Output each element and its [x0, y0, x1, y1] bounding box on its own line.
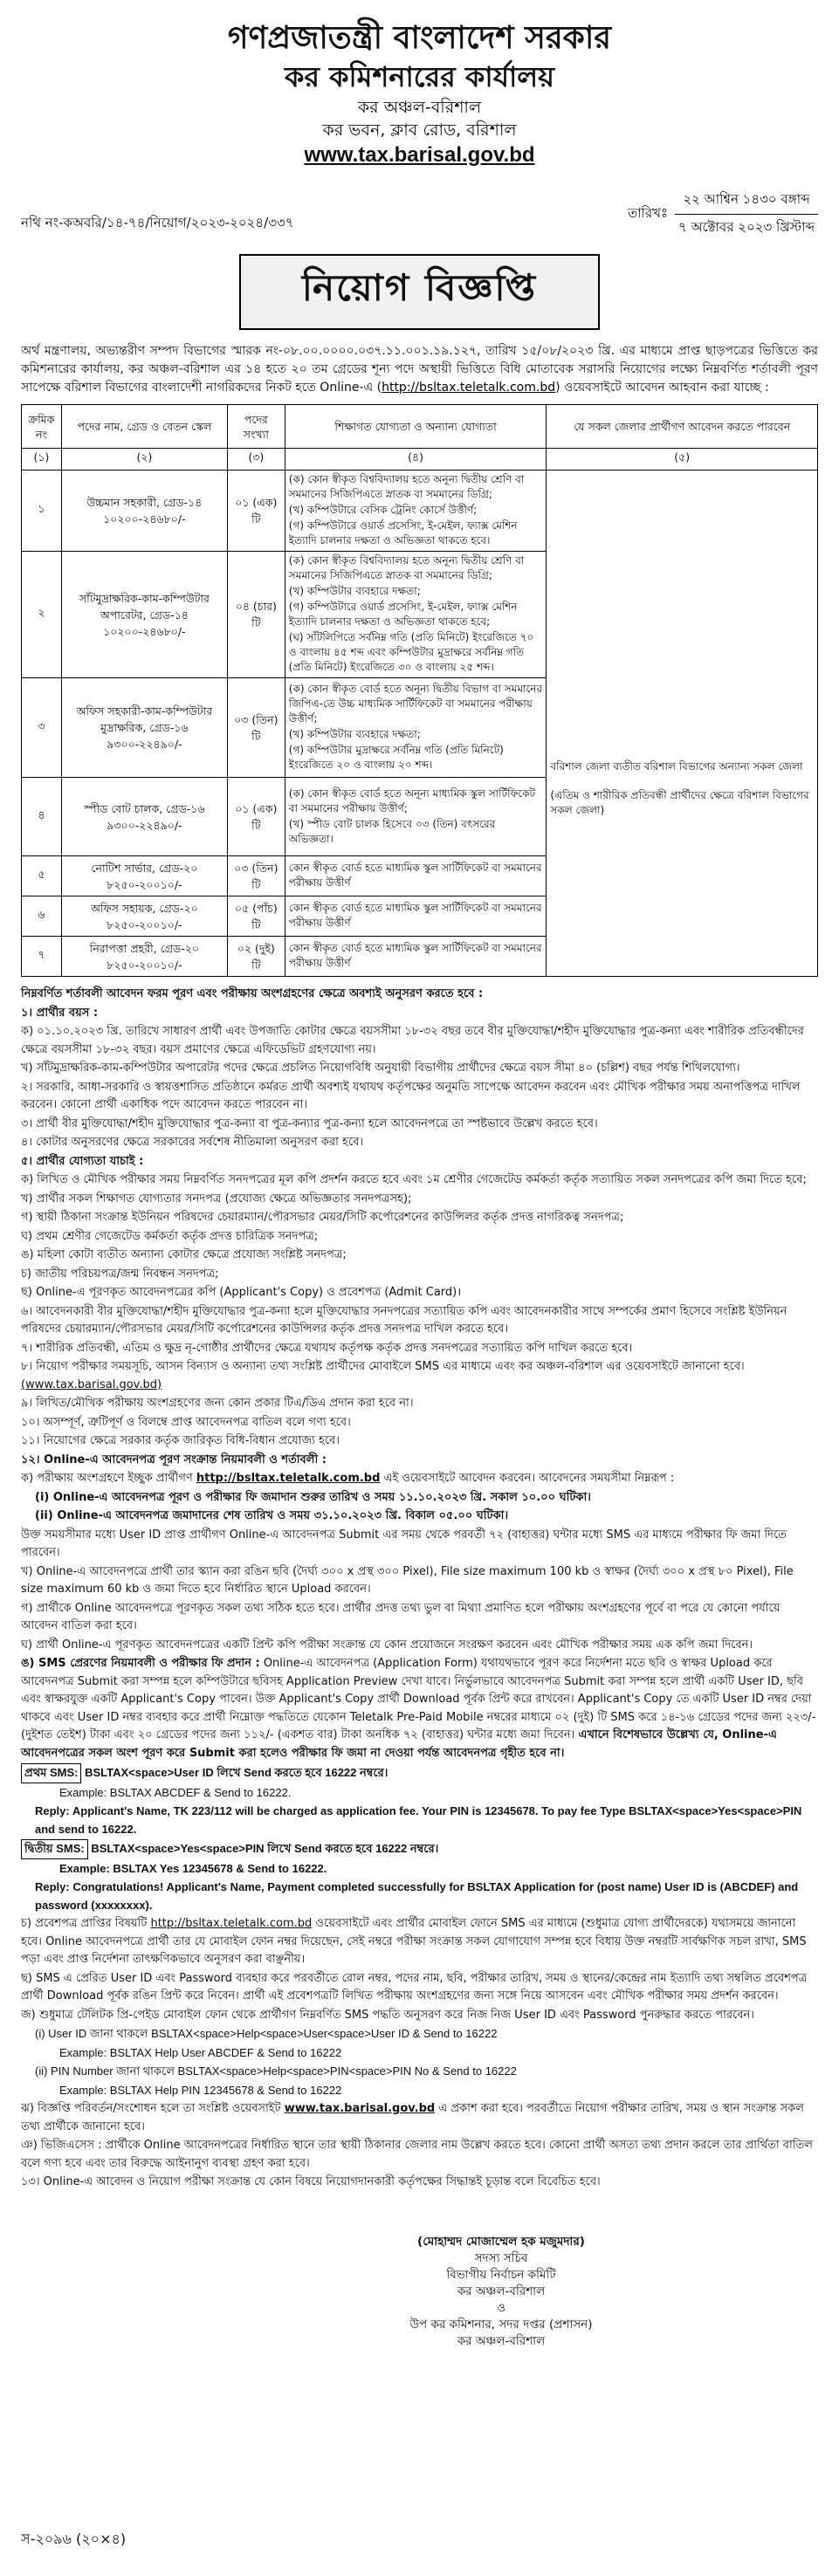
post-name: অফিস সহকারী-কাম-কম্পিউটার মুদ্রাক্ষরিক, গ্রেড-১৬	[76, 704, 213, 734]
districts-main: বরিশাল জেলা ব্যতীত বরিশাল বিভাগের অন্যান্য সকল জেলা	[550, 760, 803, 773]
row-count	[227, 896, 285, 937]
sms-label: দ্বিতীয় SMS:	[21, 1839, 88, 1859]
sms-command: BSLTAX<space>User ID লিখে Send করতে হবে 16222 নম্বরে।	[85, 1766, 389, 1779]
sms-label: প্রথম SMS:	[21, 1763, 81, 1783]
condition-item: ক) লিখিত ও মৌখিক পরীক্ষার সময় নিম্নবর্ণিত সনদপত্রের মূল কপি প্রদর্শন করতে হবে এবং ১ম শ্রেণীর গেজেটেড কর্মকর্তা কর্তৃক সত্যায়িত সকল সনদপত্রের কপি জমা দিতে হবে;	[21, 1173, 807, 1186]
notice-title: নিয়োগ বিজ্ঞপ্তি	[239, 254, 600, 330]
qualification-item: (ক) কোন স্বীকৃত বিশ্ববিদ্যালয় হতে অনূন্য দ্বিতীয় শ্রেণি বা সমমানের সিজিপিএতে স্নাতক বা সমমানের ডিগ্রি;	[288, 554, 525, 581]
row-post	[61, 937, 227, 977]
sms-step-2	[21, 1839, 818, 1859]
post-name: নোটিশ সার্ভার, গ্রেড-২০	[91, 861, 198, 875]
condition-item: ৪। কোটার অনুসরণের ক্ষেত্রে সরকারের সর্বশেষ নীতিমালা অনুসরণ করা হবে।	[21, 1136, 363, 1149]
condition-item: ৭। শারীরিক প্রতিবন্ধী, এতিম ও ক্ষুদ্র নৃ-গোষ্ঠীর প্রার্থীদের ক্ষেত্রে যথাযথ কর্তৃপক্ষ কর্তৃক প্রদত্ত সনদপত্রের সত্যায়িত কপি দাখিল করতে হবে।	[21, 1341, 633, 1355]
pay-scale: ৮২৫০-২০০১০/-	[107, 917, 182, 931]
row-post	[61, 856, 227, 896]
post-count-unit: টি	[251, 818, 261, 832]
pay-scale: ১০২০০-২৪৬৮০/-	[103, 624, 186, 638]
condition-item: ৯। লিখিত/মৌখিক পরীক্ষায় অংশগ্রহণের জন্য কোন প্রকার টিএ/ডিএ প্রদান করা হবে না।	[21, 1397, 414, 1410]
condition-item: চ) জাতীয় পরিচয়পত্র/জন্ম নিবন্ধন সনদপত্র;	[21, 1267, 219, 1281]
post-count-unit: টি	[251, 877, 261, 891]
col-number: (৫)	[547, 449, 818, 471]
condition-item: গ) প্রার্থীকে Online আবেদনপত্রে পূরণকৃত সকল তথ্য সঠিক হতে হবে। প্রার্থীর প্রদত্ত তথ্য ভুল বা মিথ্যা প্রমাণিত হলে পরীক্ষায় অংশগ্রহণের পূর্বে বা পরে যে কোনো পর্যায়ে আবেদন বাতিল করা হবে।	[21, 1601, 781, 1632]
header-count: পদের সংখ্যা	[227, 405, 285, 449]
deadline-end: (ii) Online-এ আবেদনপত্র জমাদানের শেষ তারিখ ও সময় ৩১.১০.২০২৩ খ্রি. বিকাল ০৫.০০ ঘটিকা।	[35, 1509, 509, 1522]
header-districts: যে সকল জেলার প্রার্থীগণ আবেদন করতে পারবেন	[547, 405, 818, 449]
sms-step-1	[21, 1763, 818, 1783]
row-post	[61, 778, 227, 856]
signatory-and: ও	[497, 2300, 505, 2315]
row-qualification	[285, 937, 547, 977]
date-label: তারিখঃ	[627, 205, 668, 221]
row-count	[227, 471, 285, 552]
section-heading: ৫। প্রার্থীর যোগ্যতা যাচাই :	[21, 1154, 144, 1168]
post-count: ০৩ (তিন)	[234, 712, 279, 726]
condition-text: ৮। নিয়োগ পরীক্ষার সময়সূচি, আসন বিন্যাস ও অন্যান্য তথ্য সংশ্লিষ্ট প্রার্থীদের মোবাইলে SMS এর মাধ্যমে এবং কর অঞ্চল-বরিশাল এর ওয়েবসাইটে জানানো হবে।	[21, 1360, 745, 1373]
row-count	[227, 678, 285, 778]
print-code: স-২০৯৬ (২০×৪)	[21, 2531, 127, 2547]
row-serial: ৫	[22, 856, 62, 896]
post-count-unit: টি	[251, 729, 261, 743]
apply-link[interactable]: http://bsltax.teletalk.com.bd	[382, 381, 556, 395]
office-address: কর ভবন, ক্লাব রোড, বরিশাল	[322, 120, 517, 140]
condition-text: ওয়েবসাইটে এবং প্রার্থীর মোবাইল ফোনে SMS এর মাধ্যমে (শুধুমাত্র যোগ্য প্রার্থীদেরকে) যথাসময়ে জানানো হবে। Online আবেদনপত্রে প্রার্থী তার যে মোবাইল ফোন নম্বর দিয়েছেন, সেই নম্বরে পরীক্ষা সংক্রান্ত সকল যোগাযোগ সম্পন্ন হবে বিধায় উক্ত নম্বরটি সার্বক্ষণিক সচল রাখা, SMS পড়া এবং প্রাপ্ত নির্দেশনা তাৎক্ষণিকভাবে অনুসরণ করা বাঞ্ছনীয়।	[21, 1917, 807, 1966]
qualification-item: (ক) কোন স্বীকৃত বোর্ড হতে অনূন্য দ্বিতীয় বিভাগ বা সমমানের জিপিএ-তে উচ্চ মাধ্যমিক সার্টিফিকেট বা সমমানের পরীক্ষায় উত্তীর্ণ;	[288, 683, 543, 725]
sms-heading: ঙ) SMS প্রেরণের নিয়মাবলী ও পরীক্ষার ফি প্রদান :	[21, 1657, 260, 1670]
qualification-item: (ক) কোন স্বীকৃত বোর্ড হতে অনূন্য মাধ্যমিক স্কুল সার্টিফিকেট বা সমমানের পরীক্ষায় উত্তীর্ণ;	[288, 787, 536, 814]
col-number: (৪)	[285, 449, 547, 471]
col-number: (৩)	[227, 449, 285, 471]
qualification-item: (খ) স্পীড বোট চালক হিসেবে ০৩ (তিন) বৎসরের অভিজ্ঞতা।	[288, 817, 496, 845]
qualification-item: (খ) কম্পিউটার ব্যবহারে দক্ষতা;	[288, 585, 421, 597]
fee-warning: এখানে বিশেষভাবে উল্লেখ্য যে, Online-এ আবেদনপত্রের সকল অংশ পূরণ করে Submit করা হলেও পরীক্ষার ফি জমা না দেওয়া পর্যন্ত আবেদনপত্র গৃহীত হবে না।	[21, 1728, 777, 1760]
post-count: ০৫ (পাঁচ)	[234, 901, 278, 915]
signature-block	[379, 2211, 623, 2350]
condition-item: ঘ) প্রার্থী Online-এ পূরণকৃত আবেদনপত্রের একটি প্রিন্ট কপি পরীক্ষা সংক্রান্ত যে কোন প্রয়োজনে সংরক্ষণ করবেন এবং মৌখিক পরীক্ষার সময় এক কপি জমা দিবেন।	[21, 1638, 753, 1652]
districts-special: (এতিম ও শারীরিক প্রতিবন্ধী প্রার্থীদের ক্ষেত্রে বরিশাল বিভাগের সকল জেলা)	[550, 789, 809, 816]
row-qualification	[285, 896, 547, 937]
post-count: ০১ (এক)	[235, 801, 278, 815]
post-count: ০৩ (তিন)	[234, 861, 279, 875]
pay-scale: ৯৩০০-২২৪৯০/-	[107, 738, 182, 751]
teletalk-link[interactable]: http://bsltax.teletalk.com.bd	[150, 1917, 313, 1930]
conditions-section	[21, 986, 818, 2192]
post-count-unit: টি	[251, 616, 261, 629]
signatory-name: (মোহাম্মদ মোজাম্মেল হক মজুমদার)	[417, 2234, 585, 2249]
qualification-item: (গ) কম্পিউটার মুদ্রাক্ষরে সর্বনিম্ন গতি (প্রতি মিনিটে) ইংরেজিতে ২০ ও বাংলায় ২০ শব্দ।	[288, 744, 504, 771]
recovery-step: (ii) PIN Number জানা থাকলে BSLTAX<space>Help<space>PIN<space>PIN No & Send to 16222	[35, 2064, 517, 2078]
condition-text: Online-এ আবেদনপত্র (Application Form) যথাযথভাবে পূরণ করে নির্দেশনা মতে ছবি ও স্বাক্ষর Upload করে আবেদনপত্র Submit করা সম্পন্ন হলে কম্পিউটারে ছবিসহ Application Preview দেখা যাবে। নির্ভুলভাবে আবেদনপত্র Submit করা সম্পন্ন হলে প্রার্থী একটি User ID, ছবি এবং স্বাক্ষরযুক্ত একটি Applicant's Copy পাবেন। উক্ত Applicant's Copy প্রার্থী Download পূর্বক প্রিন্ট করে রাখবেন। Applicant's Copy তে একটি User ID নম্বর দেয়া থাকবে এবং User ID নম্বর ব্যবহার করে প্রার্থী নিম্নোক্ত পদ্ধতিতে যেকোন Teletalk Pre-Paid Mobile নম্বরের মাধ্যমে ০২ (দুই) টি SMS করে ১৪-১৬ গ্রেডের পদের জন্য ২২৩/- (দুইশত তেইশ) টাকা এবং ২০ গ্রেডের পদের জন্য ১১২/- (একশত বার) টাকা অনধিক ৭২ (বাহাত্তর) ঘন্টার মধ্যে জমা দিবেন।	[21, 1657, 816, 1741]
recovery-step: (i) User ID জানা থাকলে BSLTAX<space>Help<space>User<space>User ID & Send to 16222	[35, 2027, 498, 2040]
post-count-unit: টি	[251, 512, 261, 526]
post-count-unit: টি	[251, 958, 261, 972]
zone-name: কর অঞ্চল-বরিশাল	[357, 98, 482, 117]
row-serial: ৬	[22, 896, 62, 937]
intro-paragraph	[21, 342, 818, 397]
condition-text: ঝ) বিজ্ঞপ্তি পরিবর্তন/সংশোধন হলে তা সংশ্লিষ্ট ওয়েবসাইট	[21, 2102, 281, 2115]
condition-item: ছ) SMS এ প্রেরিত User ID এবং Password ব্যবহার করে পরবর্তীতে রোল নম্বর, পদের নাম, ছবি, পরীক্ষার তারিখ, সময় ও স্থানের/কেন্দ্রের নাম ইত্যাদি তথ্য সম্বলিত প্রবেশপত্র প্রার্থী Download পূর্বক রঙিন প্রিন্ট করে নিবেন। প্রার্থী এই প্রবেশপত্রটি লিখিত পরীক্ষায় অংশগ্রহণের জন্য সঙ্গে নিয়ে আসবেন এবং মৌখিক পরীক্ষার সময় প্রদর্শন করবেন।	[21, 1971, 808, 2002]
qualification-item: কোন স্বীকৃত বোর্ড হতে মাধ্যমিক স্কুল সার্টিফিকেট বা সমমানের পরীক্ষায় উত্তীর্ণ	[288, 862, 542, 889]
condition-text: এ প্রকাশ করা হবে। পরবর্তীতে নিয়োগ পরীক্ষার তারিখ, সময় ও স্থান সংক্রান্ত সকল তথ্য প্রার্থীকে জানানো হবে।	[21, 2102, 804, 2133]
qualification-item: (ঘ) সাঁটলিপিতে সর্বনিম্ন গতি (প্রতি মিনিটে) ইংরেজিতে ৭০ ও বাংলায় ৪৫ শব্দ এবং কম্পিউটার মুদ্রাক্ষরে সর্বনিম্ন গতি (প্রতি মিনিটে) ইংরেজিতে ৩০ ও বাংলায় ২৫ শব্দ।	[288, 631, 534, 673]
condition-text: ক) পরীক্ষায় অংশগ্রহণে ইচ্ছুক প্রার্থীগণ	[21, 1472, 193, 1485]
header-qualification: শিক্ষাগত যোগ্যতা ও অন্যান্য যোগ্যতা	[285, 405, 547, 449]
qualification-item: (গ) কম্পিউটারে ওয়ার্ড প্রসেসিং, ই-মেইল, ফ্যাক্স মেশিন ইত্যাদি চালনার দক্ষতা ও অভিজ্ঞতা থাকতে হবে।	[288, 519, 518, 546]
row-post	[61, 896, 227, 937]
condition-text: চ) প্রবেশপত্র প্রাপ্তির বিষয়টি	[21, 1917, 148, 1930]
condition-item: ঙ) মহিলা কোটা ব্যতীত অন্যান্য কোটার ক্ষেত্রে প্রযোজ্য সংশ্লিষ্ট সনদপত্র;	[21, 1248, 347, 1261]
qualification-item: কোন স্বীকৃত বোর্ড হতে মাধ্যমিক স্কুল সার্টিফিকেট বা সমমানের পরীক্ষায় উত্তীর্ণ	[288, 902, 542, 929]
reference-row	[21, 187, 818, 242]
row-qualification	[285, 552, 547, 678]
qualification-item: (খ) কম্পিউটারে বেসিক ট্রেনিং কোর্সে উত্তীর্ণ;	[288, 504, 478, 516]
post-count-unit: টি	[251, 917, 261, 931]
recovery-example: Example: BSLTAX Help PIN 12345678 & Send to 16222	[59, 2083, 342, 2097]
row-count	[227, 778, 285, 856]
sms-example: Example: BSLTAX ABCDEF & Send to 16222.	[59, 1785, 292, 1799]
condition-item: ২। সরকারি, আধা-সরকারি ও স্বায়ত্তশাসিত প্রতিষ্ঠানে কর্মরত প্রার্থী অবশ্যই যথাযথ কর্তৃপক্ষের অনুমতি সাপেক্ষে আবেদন করবেন এবং মৌখিক পরীক্ষার সময় অনাপত্তিপত্র দাখিল করবেন। কোনো প্রার্থী একাধিক পদে আবেদন করতে পারবেন না।	[21, 1080, 801, 1111]
condition-item: ৩। প্রার্থী বীর মুক্তিযোদ্ধা/শহীদ মুক্তিযোদ্ধার পুত্র-কন্যা বা পুত্র-কন্যার পুত্র-কন্যা হলে আবেদনপত্রে তা স্পষ্টভাবে উল্লেখ করতে হবে।	[21, 1116, 598, 1130]
condition-item: খ) Online-এ আবেদনপত্রে প্রার্থী তার স্ক্যান করা রঙিন ছবি (দৈর্ঘ্য ৩০০ x প্রস্থ ৩০০ Pixel), File size maximum 100 kb ও স্বাক্ষর (দৈর্ঘ্য ৩০০ x প্রস্থ ৮০ Pixel), File size maximum 60 kb ও জমা দিতে হবে নির্ধারিত স্থানে Upload করবেন।	[21, 1564, 794, 1596]
letterhead	[21, 17, 818, 169]
row-count	[227, 856, 285, 896]
condition-item	[21, 1915, 818, 1969]
section-heading: ১২। Online-এ আবেদনপত্র পূরণ সংক্রান্ত নিয়মাবলী ও শর্তাবলী :	[21, 1453, 327, 1467]
section-heading: ১। প্রার্থীর বয়স :	[21, 1006, 99, 1020]
website-link[interactable]: www.tax.barisal.gov.bd	[304, 143, 535, 167]
row-post	[61, 471, 227, 552]
date-bangla: ২২ আশ্বিন ১৪৩০ বঙ্গাব্দ	[675, 187, 818, 215]
row-post	[61, 678, 227, 778]
row-count	[227, 552, 285, 678]
row-serial: ৩	[22, 678, 62, 778]
header-serial: ক্রমিক নং	[22, 405, 62, 449]
signatory-title: সদস্য সচিব	[474, 2250, 528, 2265]
qualification-item: (গ) কম্পিউটারে ওয়ার্ড প্রসেসিং, ই-মেইল, ফ্যাক্স মেশিন ইত্যাদি চালনার দক্ষতা ও অভিজ্ঞতা থাকতে হবে;	[288, 601, 518, 628]
teletalk-link[interactable]: http://bsltax.teletalk.com.bd	[196, 1472, 381, 1485]
sms-command: BSLTAX<space>Yes<space>PIN লিখে Send করতে হবে 16222 নম্বরে।	[91, 1842, 439, 1855]
post-name: স্পীড বোট চালক, গ্রেড-১৬	[84, 801, 205, 815]
column-number-row	[22, 449, 818, 471]
row-qualification	[285, 678, 547, 778]
tax-website-link[interactable]: www.tax.barisal.gov.bd	[284, 2102, 436, 2115]
row-count	[227, 937, 285, 977]
row-serial: ২	[22, 552, 62, 678]
conditions-lead: নিম্নবর্ণিত শর্তাবলী আবেদন ফরম পূরণ এবং পরীক্ষায় অংশগ্রহণের ক্ষেত্রে অবশ্যই অনুসরণ করতে হবে :	[21, 987, 484, 1000]
condition-item: ঘ) প্রথম শ্রেণীর গেজেটেড কর্মকর্তা কর্তৃক প্রদত্ত চারিত্রিক সনদপত্র;	[21, 1229, 319, 1243]
col-number: (১)	[22, 449, 62, 471]
intro-text: অর্থ মন্ত্রণালয়, অভ্যন্তরীণ সম্পদ বিভাগের স্মারক নং-০৮.০০.০০০০.০৩৭.১১.০০১.১৯.১২৭, তারিখ ১৫/০৮/২০২৩ খ্রি. এর মাধ্যমে প্রাপ্ত ছাড়পত্রের ভিত্তিতে কর কমিশনারের কার্যালয়, কর অঞ্চল-বরিশাল এর ১৪ হতে ২০ তম গ্রেডের শূন্য পদে অস্থায়ী ভিত্তিতে বিধি মোতাবেক সরাসরি নিয়োগের লক্ষ্যে নিম্নবর্ণিত শর্তাবলী পূরণ সাপেক্ষে বরিশাল বিভাগের বাংলাদেশী নাগরিকদের নিকট হতে Online-এ (	[21, 344, 818, 395]
col-number: (২)	[61, 449, 227, 471]
qualification-item: (ক) কোন স্বীকৃত বিশ্ববিদ্যালয় হতে অনূন্য দ্বিতীয় শ্রেণি বা সমমানের সিজিপিএতে স্নাতক বা সমমানের ডিগ্রি;	[288, 473, 525, 500]
row-qualification	[285, 471, 547, 552]
pay-scale: ৮২৫০-২০০১০/-	[107, 877, 182, 891]
pay-scale: ১০২০০-২৪৬৮০/-	[103, 512, 186, 526]
condition-item: ১০। অসম্পূর্ণ, ত্রুটিপূর্ণ ও বিলম্বে প্রাপ্ত আবেদনপত্র বাতিল বলে গণ্য হবে।	[21, 1415, 351, 1429]
deadline-start: (i) Online-এ আবেদনপত্র পূরণ ও পরীক্ষার ফি জমাদান শুরুর তারিখ ও সময় ১১.১০.২০২৩ খ্রি. সকাল ১০.০০ ঘটিকা।	[35, 1490, 591, 1504]
row-qualification	[285, 778, 547, 856]
condition-item: উক্ত সময়সীমার মধ্যে User ID প্রাপ্ত প্রার্থীগণ Online-এ আবেদনপত্র Submit এর সময় থেকে পরবর্তী ৭২ (বাহাত্তর) ঘন্টার মধ্যে SMS এর মাধ্যমে পরীক্ষার ফি জমা দিতে পারবেন।	[21, 1528, 787, 1559]
condition-item: ঞ) ভিজিএসেস : প্রার্থীকে Online আবেদনপত্রের নির্ধারিত স্থানে তার স্থায়ী ঠিকানার জেলার নাম উল্লেখ করতে হবে। কোনো প্রার্থী অসত্য তথ্য প্রদান করলে তার প্রার্থিতা বাতিল বলে গণ্য হবে এবং তার বিরুদ্ধে আইনানুগ ব্যবস্থা গ্রহণ করা হবে।	[21, 2139, 813, 2170]
post-count: ০৪ (চার)	[235, 600, 277, 613]
office-title: কর কমিশনারের কার্যালয়	[284, 60, 555, 93]
condition-item	[21, 1655, 818, 1762]
sms-example: Example: BSLTAX Yes 12345678 & Send to 16222.	[59, 1861, 327, 1875]
row-qualification	[285, 856, 547, 896]
condition-item: ১৩। Online-এ আবেদন ও নিয়োগ পরীক্ষা সংক্রান্ত যে কোন বিষয়ে নিয়োগদানকারী কর্তৃপক্ষের সিদ্ধান্তই চূড়ান্ত বলে বিবেচিত হবে।	[21, 2175, 601, 2188]
signatory-designation: উপ কর কমিশনার, সদর দপ্তর (প্রশাসন)	[409, 2317, 593, 2332]
eligible-districts	[547, 471, 818, 977]
post-name: সাঁটমুদ্রাক্ষরিক-কাম-কম্পিউটার অপারেটর, গ্রেড-১৪	[79, 591, 210, 622]
qualification-item: (খ) কম্পিউটার ব্যবহারে দক্ষতা;	[288, 728, 421, 740]
row-serial: ১	[22, 471, 62, 552]
condition-item: গ) স্থায়ী ঠিকানা সংক্রান্ত ইউনিয়ন পরিষদের চেয়ারম্যান/পৌরসভার মেয়র/সিটি কর্পোরেশনের কাউন্সিলর কর্তৃক প্রদত্ত নাগরিকত্ব সনদপত্র;	[21, 1211, 624, 1224]
date-block	[628, 187, 818, 242]
post-count: ০১ (এক)	[235, 496, 278, 509]
condition-item: ৬। আবেদনকারী বীর মুক্তিযোদ্ধা/শহীদ মুক্তিযোদ্ধার পুত্র-কন্যা হলে মুক্তিযোদ্ধার সনদপত্রের সত্যায়িত কপি এবং আবেদনকারীর সাথে সম্পর্কের প্রমাণ হিসেবে সংশ্লিষ্ট ইউনিয়ন পরিষদের চেয়ারম্যান/পৌরসভার মেয়র/সিটি কর্পোরেশনের কাউন্সিলর কর্তৃক প্রদত্ত সনদপত্র দাখিল করতে হবে।	[21, 1304, 787, 1336]
post-name: অফিস সহায়ক, গ্রেড-২০	[91, 901, 198, 915]
signatory-committee: বিভাগীয় নির্বাচন কমিটি	[446, 2267, 556, 2282]
qualification-item: কোন স্বীকৃত বোর্ড হতে মাধ্যমিক স্কুল সার্টিফিকেট বা সমমানের পরীক্ষায় উত্তীর্ণ	[288, 942, 542, 969]
table-row	[22, 471, 818, 552]
header-post: পদের নাম, গ্রেড ও বেতন স্কেল	[61, 405, 227, 449]
condition-item: খ) প্রার্থীর সকল শিক্ষাগত যোগ্যতার সনদপত্র (প্রযোজ্য ক্ষেত্রে অভিজ্ঞতার সনদপত্রসহ);	[21, 1192, 412, 1206]
recovery-example: Example: BSLTAX Help User ABCDEF & Send to 16222	[59, 2045, 342, 2059]
tax-website-link[interactable]: (www.tax.barisal.gov.bd)	[21, 1377, 162, 1391]
memo-number: নথি নং-কঅবরি/১৪-৭৪/নিয়োগ/২০২৩-২০২৪/৩৩৭	[21, 215, 294, 230]
condition-item	[21, 1358, 818, 1394]
sms-reply: Reply: Applicant's Name, TK 223/112 will be charged as application fee. Your PIN is 12345678. To pay fee Type BSLTAX<space>Yes<space>PIN and send to 16222.	[35, 1804, 802, 1836]
post-count: ০২ (দুই)	[237, 941, 275, 955]
notice-title-box	[21, 254, 818, 330]
sms-reply: Reply: Congratulations! Applicant's Name, Payment completed successfully for BSLTAX Application for (post name) User ID is (ABCDEF) and password (xxxxxxxx).	[35, 1880, 799, 1912]
row-serial: ৭	[22, 937, 62, 977]
govt-title: গণপ্রজাতন্ত্রী বাংলাদেশ সরকার	[227, 19, 612, 56]
condition-item	[21, 2100, 818, 2136]
posts-table	[21, 404, 818, 977]
pay-scale: ৯৩০০-২২৪৯০/-	[107, 818, 182, 832]
pay-scale: ৮২৫০-২০০১০/-	[107, 958, 182, 972]
signatory-zone: কর অঞ্চল-বরিশাল	[457, 2284, 546, 2298]
condition-item: খ) সাঁটমুদ্রাক্ষরিক-কাম-কম্পিউটার অপারেটর পদের ক্ষেত্রে প্রচলিত নিয়োগবিধি অনুযায়ী বিভাগীয় প্রার্থীদের ক্ষেত্রে বয়স সীমা ৪০ (চল্লিশ) বছর পর্যন্ত শিথিলযোগ্য।	[21, 1061, 740, 1075]
condition-item: ক) ০১.১০.২০২৩ খ্রি. তারিখে সাধারণ প্রার্থী এবং উপজাতি কোটার ক্ষেত্রে বয়সসীমা ১৮-৩২ বছর তবে বীর মুক্তিযোদ্ধা/শহীদ মুক্তিযোদ্ধার পুত্র-কন্যা এবং শারীরিক প্রতিবন্ধীদের ক্ষেত্রে বয়সসীমা ১৮-৩২ বছর। বয়স প্রমাণের ক্ষেত্রে এফিডেভিট গ্রহণযোগ্য নয়।	[21, 1025, 804, 1056]
date-english: ৭ অক্টোবর ২০২৩ খ্রিস্টাব্দ	[677, 219, 815, 235]
condition-item: ছ) Online-এ পূরণকৃত আবেদনপত্রের কপি (Applicant's Copy) ও প্রবেশপত্র (Admit Card)।	[21, 1286, 462, 1299]
condition-item	[21, 1470, 818, 1488]
condition-item: ১১। নিয়োগের ক্ষেত্রে সরকার কর্তৃক জারিকৃত বিধি-বিধান প্রযোজ্য হবে।	[21, 1434, 340, 1447]
condition-item: জ) শুধুমাত্র টেলিটক প্রি-পেইড মোবাইল ফোন থেকে প্রার্থীগণ নিম্নবর্ণিত SMS পদ্ধতি অনুসরণ করে নিজ নিজ User ID এবং Password পুনরুদ্ধার করতে পারবেন।	[21, 2008, 754, 2022]
row-serial: ৪	[22, 778, 62, 856]
table-header-row	[22, 405, 818, 449]
signatory-office: কর অঞ্চল-বরিশাল	[457, 2333, 546, 2348]
row-post	[61, 552, 227, 678]
intro-text-after: ) ওয়েবসাইটে আবেদন আহবান করা যাচ্ছে :	[555, 381, 769, 395]
condition-text: এই ওয়েবসাইটে আবেদন করবেন। আবেদনের সময়সীমা নিম্নরূপ :	[383, 1472, 675, 1485]
post-name: নিরাপত্তা প্রহরী, গ্রেড-২০	[89, 941, 200, 955]
post-name: উচ্চমান সহকারী, গ্রেড-১৪	[86, 496, 203, 509]
